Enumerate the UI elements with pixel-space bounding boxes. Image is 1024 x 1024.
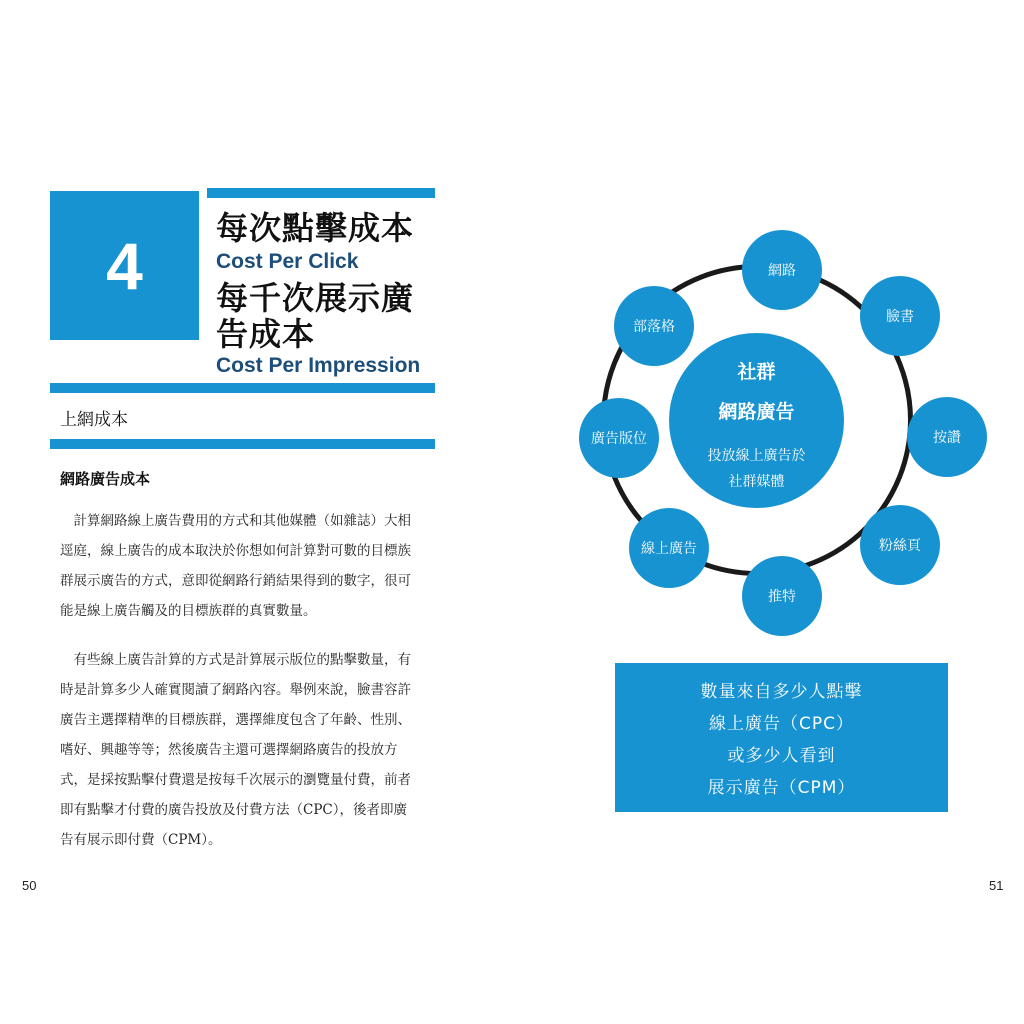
center-sub-line2: 社群媒體 — [728, 474, 785, 490]
paragraph-line: 時是計算多少人確實閱讀了網路內容。舉例來說，臉書容許 — [60, 682, 411, 698]
node-ad-slot: 廣告版位 — [579, 398, 659, 478]
node-network: 網路 — [742, 230, 822, 310]
paragraph-2 — [60, 645, 432, 855]
chapter-number: 4 — [106, 228, 143, 303]
callout-line: 或多少人看到 — [727, 746, 836, 766]
paragraph-line: 告有展示即付費（CPM）。 — [60, 832, 222, 848]
center-title-line1: 社群 — [737, 361, 776, 383]
section-rule — [50, 439, 435, 449]
paragraph-line: 逕庭，線上廣告的成本取決於你想如何計算對可數的目標族 — [60, 543, 411, 559]
title-zh-cpm-line1: 每千次展示廣 — [216, 279, 415, 317]
callout-line: 線上廣告（CPC） — [709, 714, 854, 734]
paragraph-line: 群展示廣告的方式，意即從網路行銷結果得到的數字，很可 — [60, 573, 411, 589]
paragraph-line: 有些線上廣告計算的方式是計算展示版位的點擊數量，有 — [60, 652, 411, 668]
callout-line: 數量來自多少人點擊 — [700, 682, 863, 702]
node-facebook: 臉書 — [860, 276, 940, 356]
node-blog: 部落格 — [614, 286, 694, 366]
title-en-cpm: Cost Per Impression — [216, 354, 421, 377]
page-number-right: 51 — [989, 878, 1004, 893]
header-top-rule — [207, 188, 435, 198]
chapter-number-box — [50, 191, 199, 340]
page-number-left: 50 — [22, 878, 37, 893]
node-twitter: 推特 — [742, 556, 822, 636]
node-online-ads: 線上廣告 — [629, 508, 709, 588]
paragraph-line: 能是線上廣告觸及的目標族群的真實數量。 — [60, 603, 317, 619]
paragraph-line: 式，是採按點擊付費還是按每千次展示的瀏覽量付費，前者 — [60, 772, 411, 788]
paragraph-line: 廣告主選擇精準的目標族群，選擇維度包含了年齡、性別、 — [60, 712, 411, 728]
paragraph-line: 即有點擊才付費的廣告投放及付費方法（CPC），後者即廣 — [60, 802, 407, 818]
diagram-center — [669, 333, 844, 508]
title-zh-cpc: 每次點擊成本 — [216, 209, 415, 247]
callout-line: 展示廣告（CPM） — [707, 778, 856, 798]
center-title-line2: 網路廣告 — [718, 401, 795, 423]
paragraph-line: 嗜好、興趣等等；然後廣告主還可選擇網路廣告的投放方 — [60, 742, 398, 758]
paragraph-line: 計算網路線上廣告費用的方式和其他媒體（如雜誌）大相 — [60, 513, 411, 529]
section-label: 上網成本 — [60, 410, 128, 430]
node-fan-page: 粉絲頁 — [860, 505, 940, 585]
title-zh-cpm-line2: 告成本 — [216, 315, 316, 353]
subheading: 網路廣告成本 — [60, 470, 151, 488]
callout-box — [615, 663, 948, 812]
paragraph-1 — [60, 506, 432, 626]
center-sub-line1: 投放線上廣告於 — [707, 448, 806, 464]
header-bottom-rule — [50, 383, 435, 393]
node-like: 按讚 — [907, 397, 987, 477]
title-en-cpc: Cost Per Click — [216, 250, 359, 273]
